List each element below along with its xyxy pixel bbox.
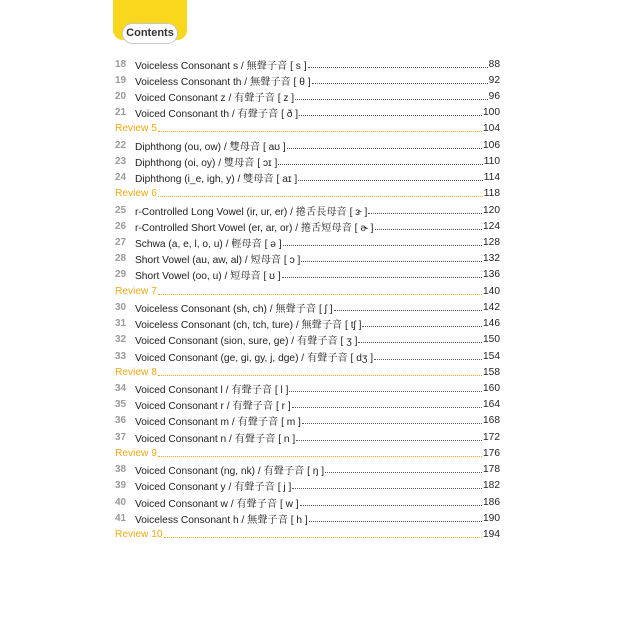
lesson-number: 28 bbox=[115, 253, 127, 265]
lesson-title: r-Controlled Short Vowel (er, ar, or) / 捲舌短母音 [ ɚ ] bbox=[135, 222, 374, 234]
dot-leader bbox=[278, 154, 482, 165]
dot-leader bbox=[362, 316, 482, 327]
lesson-number: 32 bbox=[115, 334, 127, 346]
page-number: 190 bbox=[483, 512, 500, 524]
dot-leader bbox=[312, 73, 488, 84]
lesson-entry[interactable] bbox=[115, 494, 500, 510]
lesson-number: 27 bbox=[115, 237, 127, 249]
lesson-title: Voiced Consonant m / 有聲子音 [ m ] bbox=[135, 417, 301, 429]
dot-leader bbox=[158, 365, 482, 376]
page-number: 172 bbox=[483, 431, 500, 443]
dot-leader bbox=[334, 300, 482, 311]
lesson-title: Voiced Consonant (ng, nk) / 有聲子音 [ ŋ ] bbox=[135, 466, 325, 478]
dot-leader bbox=[296, 430, 482, 441]
page-number: 88 bbox=[488, 58, 500, 70]
dot-leader bbox=[302, 413, 482, 424]
dot-leader bbox=[325, 462, 482, 473]
dot-leader bbox=[299, 105, 482, 116]
lesson-title: Diphthong (i_e, igh, y) / 雙母音 [ aɪ ] bbox=[135, 174, 298, 186]
lesson-number: 36 bbox=[115, 415, 127, 427]
lesson-entry[interactable] bbox=[115, 299, 500, 315]
lesson-entry[interactable] bbox=[115, 234, 500, 250]
page-number: 106 bbox=[483, 139, 500, 151]
page-number: 92 bbox=[488, 74, 500, 86]
page-number: 146 bbox=[483, 318, 500, 330]
page-number: 158 bbox=[483, 366, 500, 378]
dot-leader bbox=[289, 381, 482, 392]
lesson-entry[interactable] bbox=[115, 251, 500, 267]
page-number: 110 bbox=[483, 155, 500, 167]
lesson-entry[interactable] bbox=[115, 56, 500, 72]
lesson-title: Voiced Consonant r / 有聲子音 [ r ] bbox=[135, 401, 291, 413]
lesson-number: 34 bbox=[115, 382, 127, 394]
lesson-title: Short Vowel (au, aw, al) / 短母音 [ ɔ ] bbox=[135, 255, 301, 267]
lesson-title: Voiced Consonant (ge, gi, gy, j, dge) / 有聲子音 [ dʒ ] bbox=[135, 352, 374, 364]
lesson-entry[interactable] bbox=[115, 88, 500, 104]
page-number: 136 bbox=[483, 269, 500, 281]
lesson-entry[interactable] bbox=[115, 478, 500, 494]
lesson-entry[interactable] bbox=[115, 267, 500, 283]
review-entry[interactable] bbox=[115, 121, 500, 137]
lesson-number: 37 bbox=[115, 431, 127, 443]
dot-leader bbox=[301, 251, 482, 262]
lesson-title: Voiceless Consonant (sh, ch) / 無聲子音 [ ʃ ] bbox=[135, 303, 333, 315]
lesson-title: Voiced Consonant th / 有聲子音 [ ð ] bbox=[135, 109, 299, 121]
lesson-number: 30 bbox=[115, 301, 127, 313]
page-number: 100 bbox=[483, 107, 500, 119]
dot-leader bbox=[358, 332, 482, 343]
review-entry[interactable] bbox=[115, 364, 500, 380]
lesson-title: Diphthong (ou, ow) / 雙母音 [ aʊ ] bbox=[135, 141, 286, 153]
dot-leader bbox=[292, 478, 482, 489]
lesson-number: 26 bbox=[115, 220, 127, 232]
lesson-entry[interactable] bbox=[115, 429, 500, 445]
lesson-entry[interactable] bbox=[115, 397, 500, 413]
dot-leader bbox=[308, 57, 488, 68]
page-number: 176 bbox=[483, 447, 500, 459]
review-entry[interactable] bbox=[115, 526, 500, 542]
lesson-entry[interactable] bbox=[115, 202, 500, 218]
lesson-number: 24 bbox=[115, 172, 127, 184]
review-title: Review 6 bbox=[115, 188, 157, 200]
lesson-title: Voiceless Consonant (ch, tch, ture) / 無聲子音 [ tʃ ] bbox=[135, 320, 362, 332]
page-number: 124 bbox=[483, 220, 500, 232]
lesson-title: Voiceless Consonant s / 無聲子音 [ s ] bbox=[135, 60, 307, 72]
dot-leader bbox=[282, 267, 482, 278]
review-entry[interactable] bbox=[115, 186, 500, 202]
lesson-entry[interactable] bbox=[115, 380, 500, 396]
lesson-number: 41 bbox=[115, 512, 127, 524]
lesson-number: 21 bbox=[115, 107, 127, 119]
lesson-title: Voiceless Consonant h / 無聲子音 [ h ] bbox=[135, 514, 308, 526]
lesson-number: 35 bbox=[115, 399, 127, 411]
dot-leader bbox=[158, 446, 482, 457]
lesson-entry[interactable] bbox=[115, 461, 500, 477]
page-number: 120 bbox=[483, 204, 500, 216]
page-number: 142 bbox=[483, 301, 500, 313]
dot-leader bbox=[158, 186, 483, 197]
review-title: Review 10 bbox=[115, 528, 163, 540]
lesson-number: 38 bbox=[115, 464, 127, 476]
page-number: 132 bbox=[483, 253, 500, 265]
dot-leader bbox=[300, 495, 482, 506]
dot-leader bbox=[158, 284, 482, 295]
page-number: 194 bbox=[483, 528, 500, 540]
lesson-title: Voiced Consonant l / 有聲子音 [ l ] bbox=[135, 384, 289, 396]
dot-leader bbox=[158, 121, 482, 132]
dot-leader bbox=[295, 89, 488, 100]
lesson-title: Voiced Consonant z / 有聲子音 [ z ] bbox=[135, 93, 295, 105]
dot-leader bbox=[292, 397, 482, 408]
dot-leader bbox=[309, 511, 482, 522]
lesson-entry[interactable] bbox=[115, 105, 500, 121]
review-title: Review 7 bbox=[115, 285, 157, 297]
lesson-number: 20 bbox=[115, 91, 127, 103]
lesson-title: Voiced Consonant w / 有聲子音 [ w ] bbox=[135, 498, 299, 510]
review-entry[interactable] bbox=[115, 445, 500, 461]
review-title: Review 9 bbox=[115, 447, 157, 459]
page-number: 114 bbox=[483, 172, 500, 184]
lesson-number: 19 bbox=[115, 74, 127, 86]
lesson-number: 22 bbox=[115, 139, 127, 151]
lesson-title: Voiceless Consonant th / 無聲子音 [ θ ] bbox=[135, 76, 311, 88]
dot-leader bbox=[375, 219, 482, 230]
page-number: 104 bbox=[483, 123, 500, 135]
lesson-title: Voiced Consonant n / 有聲子音 [ n ] bbox=[135, 433, 296, 445]
page-number: 160 bbox=[483, 382, 500, 394]
lesson-number: 39 bbox=[115, 480, 127, 492]
lesson-entry[interactable] bbox=[115, 153, 500, 169]
dot-leader bbox=[298, 170, 483, 181]
lesson-number: 29 bbox=[115, 269, 127, 281]
lesson-number: 25 bbox=[115, 204, 127, 216]
lesson-entry[interactable] bbox=[115, 72, 500, 88]
page-number: 140 bbox=[483, 285, 500, 297]
contents-label: Contents bbox=[122, 23, 178, 44]
page-number: 186 bbox=[483, 496, 500, 508]
lesson-number: 40 bbox=[115, 496, 127, 508]
lesson-title: Short Vowel (oo, u) / 短母音 [ ʊ ] bbox=[135, 271, 281, 283]
dot-leader bbox=[368, 203, 482, 214]
lesson-number: 33 bbox=[115, 350, 127, 362]
lesson-title: r-Controlled Long Vowel (ir, ur, er) / 捲舌長母音 [ ɝ ] bbox=[135, 206, 368, 218]
lesson-title: Schwa (a, e, l, o, u) / 輕母音 [ ə ] bbox=[135, 239, 282, 251]
contents-tab bbox=[113, 0, 187, 46]
dot-leader bbox=[287, 138, 482, 149]
page-number: 154 bbox=[483, 350, 500, 362]
dot-leader bbox=[283, 235, 482, 246]
page-number: 118 bbox=[483, 188, 500, 200]
review-entry[interactable] bbox=[115, 283, 500, 299]
lesson-number: 18 bbox=[115, 58, 127, 70]
review-title: Review 8 bbox=[115, 366, 157, 378]
lesson-entry[interactable] bbox=[115, 137, 500, 153]
lesson-title: Voiced Consonant (sion, sure, ge) / 有聲子音 [ ʒ ] bbox=[135, 336, 358, 348]
page-number: 164 bbox=[483, 399, 500, 411]
lesson-entry[interactable] bbox=[115, 218, 500, 234]
page-number: 168 bbox=[483, 415, 500, 427]
lesson-title: Voiced Consonant y / 有聲子音 [ j ] bbox=[135, 482, 292, 494]
dot-leader bbox=[164, 527, 482, 538]
lesson-entry[interactable] bbox=[115, 332, 500, 348]
dot-leader bbox=[374, 349, 482, 360]
page-number: 182 bbox=[483, 480, 500, 492]
page-number: 96 bbox=[488, 91, 500, 103]
table-of-contents bbox=[115, 56, 500, 543]
lesson-number: 23 bbox=[115, 155, 127, 167]
lesson-number: 31 bbox=[115, 318, 127, 330]
review-title: Review 5 bbox=[115, 123, 157, 135]
lesson-entry[interactable] bbox=[115, 413, 500, 429]
lesson-entry[interactable] bbox=[115, 510, 500, 526]
lesson-entry[interactable] bbox=[115, 170, 500, 186]
lesson-entry[interactable] bbox=[115, 348, 500, 364]
lesson-entry[interactable] bbox=[115, 316, 500, 332]
lesson-title: Diphthong (oi, oy) / 雙母音 [ ɔɪ ] bbox=[135, 157, 278, 169]
page-number: 128 bbox=[483, 237, 500, 249]
page-number: 178 bbox=[483, 464, 500, 476]
page-number: 150 bbox=[483, 334, 500, 346]
